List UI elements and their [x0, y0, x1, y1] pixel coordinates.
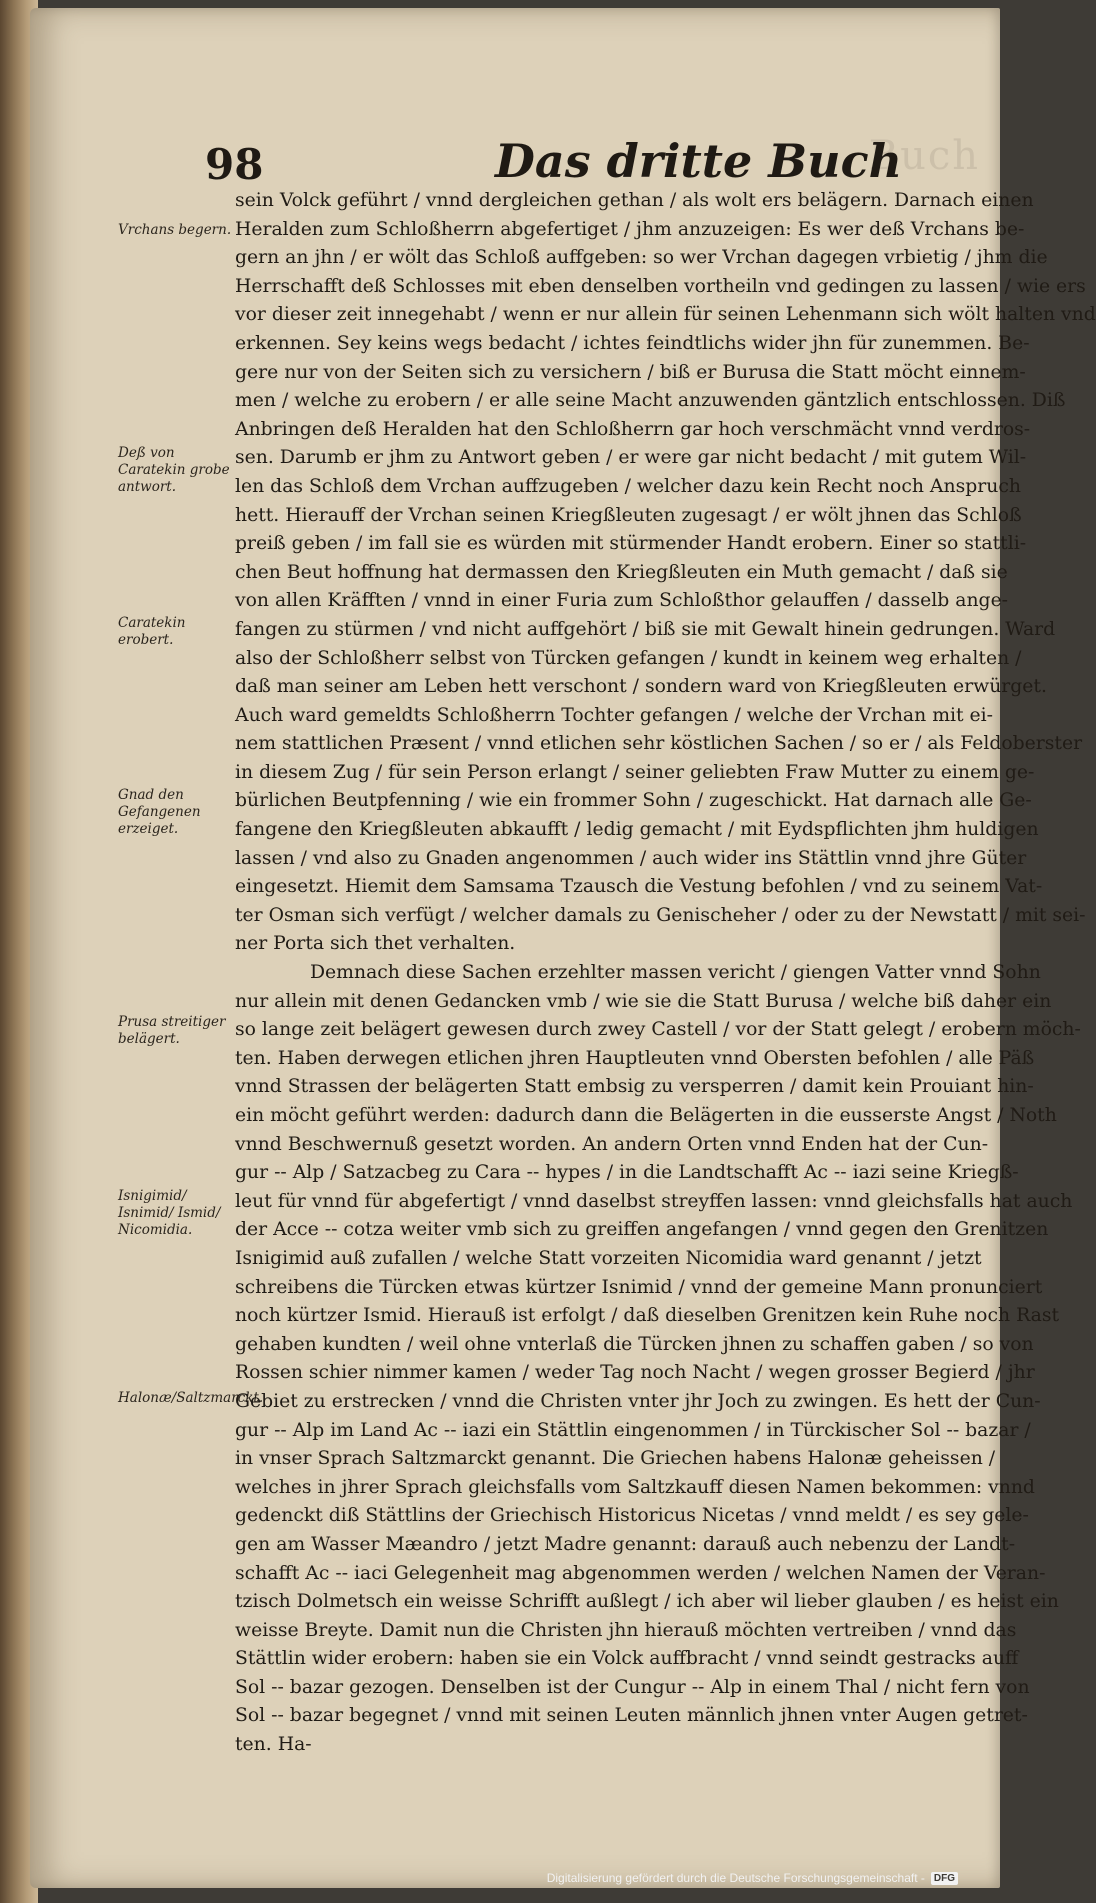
page-number: 98	[205, 140, 264, 189]
marginal-note: Caratekin erobert.	[118, 615, 186, 648]
text-line: schreibens die Türcken etwas kürtzer Isnimid / vnnd der gemeine Mann pronunciert	[235, 1276, 1043, 1298]
text-line: gen am Wasser Mæandro / jetzt Madre genannt: darauß auch nebenzu der Landt-	[235, 1533, 1016, 1555]
text-line: len das Schloß dem Vrchan auffzugeben / welcher dazu kein Recht noch Anspruch	[235, 475, 1021, 497]
text-line: der Acce -- cotza weiter vmb sich zu greiffen angefangen / vnnd gegen den Grenitzen	[235, 1219, 1049, 1241]
text-line: vor dieser zeit innegehabt / wenn er nur allein für seinen Lehenmann sich wölt halten vnd	[235, 304, 1096, 326]
text-line: vnnd Strassen der belägerten Statt embsig zu versperren / damit kein Prouiant hin-	[235, 1076, 1034, 1098]
text-line: lassen / vnd also zu Gnaden angenommen / auch wider ins Stättlin vnnd jhre Güter	[235, 847, 1027, 869]
text-line: in vnser Sprach Saltzmarckt genannt. Die Griechen habens Halonæ geheissen /	[235, 1448, 996, 1470]
text-line: schafft Ac -- iaci Gelegenheit mag abgenommen werden / welchen Namen der Veran-	[235, 1562, 1046, 1584]
main-text-block	[235, 187, 1096, 1788]
text-line: tzisch Dolmetsch ein weisse Schrifft außlegt / ich aber wil lieber glauben / es heist ein	[235, 1591, 1059, 1613]
text-line: gehaben kundten / weil ohne vnterlaß die Türcken jhnen zu schaffen gaben / so von	[235, 1333, 1034, 1355]
text-line: Herrschafft deß Schlosses mit eben denselben vortheiln vnd gedingen zu lassen / wie ers	[235, 275, 1086, 297]
text-line: weisse Breyte. Damit nun die Christen jhn hierauß möchten vertreiben / vnnd das	[235, 1619, 1017, 1641]
text-line: preiß geben / im fall sie es würden mit stürmender Handt erobern. Einer so stattli-	[235, 533, 1027, 555]
show-through-text: Buch	[868, 133, 980, 179]
text-line: sen. Darumb er jhm zu Antwort geben / er were gar nicht bedacht / mit gutem Wil-	[235, 447, 1027, 469]
text-line	[235, 1760, 990, 1789]
text-line: Gebiet zu erstrecken / vnnd die Christen vnter jhr Joch zu zwingen. Es hett der Cun-	[235, 1390, 1041, 1412]
text-line: men / welche zu erobern / er alle seine Macht anzuwenden gäntzlich entschlossen. Diß	[235, 390, 1066, 412]
text-line: welches in jhrer Sprach gleichsfalls vom Saltzkauff diesen Namen bekommen: vnnd	[235, 1476, 1035, 1498]
digitization-credit	[547, 1871, 958, 1885]
text-line: ten. Haben derwegen etlichen jhren Hauptleuten vnnd Obersten befohlen / alle Päß	[235, 1047, 1035, 1069]
text-line: gur -- Alp / Satzacbeg zu Cara -- hypes / in die Landtschafft Ac -- iazi seine Kriegß-	[235, 1162, 1019, 1184]
text-line: sein Volck geführt / vnnd dergleichen gethan / als wolt ers belägern. Darnach einen	[235, 190, 1034, 211]
marginal-note: Vrchans begern.	[118, 222, 232, 238]
text-line: also der Schloßherr selbst von Türcken gefangen / kundt in keinem weg erhalten /	[235, 647, 1022, 669]
text-line: erkennen. Sey keins wegs bedacht / ichtes feindtlichs wider jhn für zunemmen. Be-	[235, 332, 1030, 354]
text-line: Isnigimid auß zufallen / welche Statt vorzeiten Nicomidia ward genannt / jetzt	[235, 1247, 982, 1269]
text-line: eingesetzt. Hiemit dem Samsama Tzausch die Vestung befohlen / vnd zu seinem Vat-	[235, 876, 1043, 898]
text-line: fangen zu stürmen / vnd nicht auffgehört / biß sie mit Gewalt hinein gedrungen. Ward	[235, 618, 1056, 640]
text-line: fangene den Kriegßleuten abkaufft / ledig gemacht / mit Eydspflichten jhm huldigen	[235, 819, 1039, 841]
text-line: ein möcht geführt werden: dadurch dann die Belägerten in die eusserste Angst / Noth	[235, 1105, 1057, 1126]
text-line: nur allein mit denen Gedancken vmb / wie sie die Statt Burusa / welche biß daher ein	[235, 990, 1052, 1012]
text-line: Rossen schier nimmer kamen / weder Tag noch Nacht / wegen grosser Begierd / jhr	[235, 1362, 1035, 1384]
text-line: hett. Hierauff der Vrchan seinen Kriegßleuten zugesagt / er wölt jhnen das Schloß	[235, 504, 1022, 526]
marginal-note: Deß von Caratekin grobe antwort.	[118, 445, 230, 495]
credit-text: Digitalisierung gefördert durch die Deutsche Forschungsgemeinschaft -	[546, 1871, 925, 1885]
marginal-note: Isnigimid/ Isnimid/ Ismid/ Nicomidia.	[118, 1188, 221, 1238]
text-line: so lange zeit belägert gewesen durch zwey Castell / vor der Statt gelegt / erobern möch-	[235, 1019, 1081, 1041]
text-line: Sol -- bazar gezogen. Denselben ist der Cungur -- Alp in einem Thal / nicht fern von	[235, 1676, 1030, 1698]
text-line: bürlichen Beutpfenning / wie ein frommer Sohn / zugeschickt. Hat darnach alle Ge-	[235, 790, 1032, 812]
text-line: gur -- Alp im Land Ac -- iazi ein Stättlin eingenommen / in Türckischer Sol -- bazar /	[235, 1419, 1031, 1441]
text-line: Heralden zum Schloßherrn abgefertiget / jhm anzuzeigen: Es wer deß Vrchans be-	[235, 218, 1025, 240]
text-line: gedenckt diß Stättlins der Griechisch Historicus Nicetas / vnnd meldt / es sey gele-	[235, 1505, 1029, 1527]
text-line: noch kürtzer Ismid. Hierauß ist erfolgt / daß dieselben Grenitzen kein Ruhe noch Rast	[235, 1305, 1060, 1327]
text-line: leut für vnnd für abgefertigt / vnnd daselbst streyffen lassen: vnnd gleichsfalls hat auch	[235, 1190, 1073, 1212]
dfg-logo: DFG	[931, 1872, 958, 1885]
text-line: daß man seiner am Leben hett verschont / sondern ward von Kriegßleuten erwürget.	[235, 676, 1047, 698]
text-line: Anbringen deß Heralden hat den Schloßherrn gar hoch verschmächt vnnd verdros-	[235, 418, 1031, 440]
text-line: nem stattlichen Præsent / vnnd etlichen sehr köstlichen Sachen / so er / als Feldoberster	[235, 733, 1083, 755]
text-line: vnnd Beschwernuß gesetzt worden. An andern Orten vnnd Enden hat der Cun-	[235, 1133, 989, 1155]
text-line: gern an jhn / er wölt das Schloß auffgeben: so wer Vrchan dagegen vrbietig / jhm die	[235, 247, 1048, 269]
text-line: ner Porta sich thet verhalten.	[235, 933, 516, 955]
marginal-note: Gnad den Gefangenen erzeiget.	[118, 787, 201, 837]
text-line: gere nur von der Seiten sich zu versichern / biß er Burusa die Statt möcht einnem-	[235, 361, 1026, 383]
text-line: Stättlin wider erobern: haben sie ein Volck auffbracht / vnnd seindt gestracks auff	[235, 1648, 1019, 1670]
text-line: von allen Kräfften / vnnd in einer Furia zum Schloßthor gelauffen / dasselb ange-	[235, 590, 1009, 612]
text-line: Auch ward gemeldts Schloßherrn Tochter gefangen / welche der Vrchan mit ei-	[235, 704, 993, 726]
text-line: ten. Ha-	[235, 1734, 312, 1756]
text-line: in diesem Zug / für sein Person erlangt / seiner geliebten Fraw Mutter zu einem ge-	[235, 761, 1035, 783]
marginal-note: Prusa streitiger belägert.	[118, 1014, 226, 1047]
text-line: Demnach diese Sachen erzehlter massen vericht / giengen Vatter vnnd Sohn	[310, 962, 1041, 984]
marginal-note: Halonæ/Saltzmarckt.	[118, 1390, 264, 1406]
text-line: Sol -- bazar begegnet / vnnd mit seinen Leuten männlich jhnen vnter Augen getret-	[235, 1705, 1028, 1727]
text-line: chen Beut hoffnung hat dermassen den Kriegßleuten ein Muth gemacht / daß sie	[235, 561, 1008, 583]
running-head: Das dritte Buch	[495, 134, 903, 188]
text-line: ter Osman sich verfügt / welcher damals zu Genischeher / oder zu der Newstatt / mit sei-	[235, 904, 1086, 926]
